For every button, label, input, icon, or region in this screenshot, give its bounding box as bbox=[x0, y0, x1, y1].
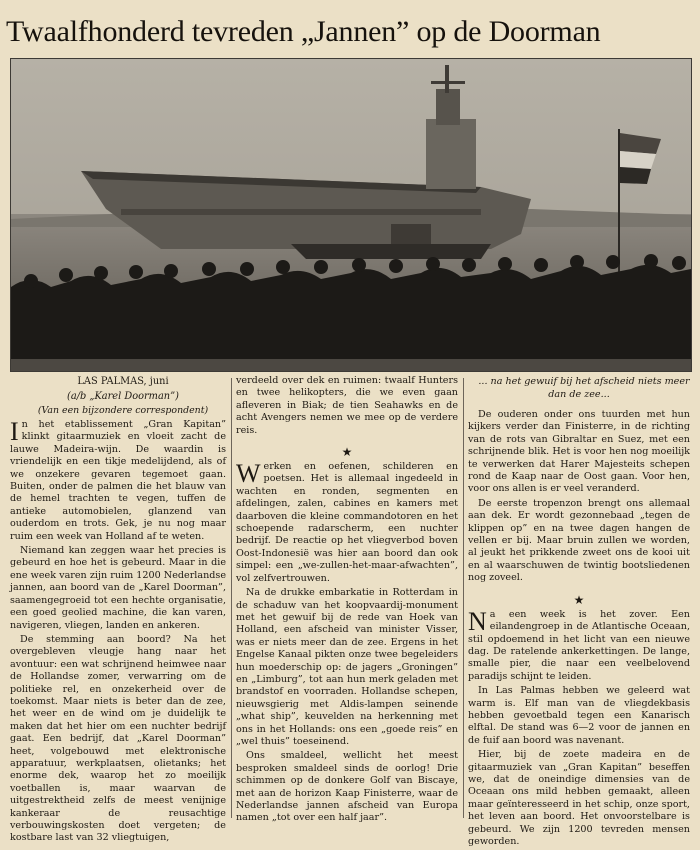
column-3-paragraph-3-text: a een week is het zover. Een eilandengroep in de Atlantische Oceaan, stil opdoemend in het licht van een nieuwe dag. De ratelende ankerkettingen. De lange, smalle pier, die naar een veelbelovend paradijs schijnt te leiden. bbox=[468, 608, 690, 682]
dateline: LAS PALMAS, juni bbox=[77, 376, 169, 387]
dropcap-w: W bbox=[236, 459, 261, 489]
column-3-paragraph-3 bbox=[468, 606, 690, 683]
column-3-paragraph-1: De ouderen onder ons tuurden met hun kijkers verder dan Finisterre, in de richting van de rots van Gibraltar en Suez, met een schrijnende blik. Het is voor hen nog moeilijk te verwerken dat Harer Majesteits schepen rond de Kaap naar de Oost gaan. Voor hen, voor ons allen is er veel veranderd. bbox=[468, 409, 690, 495]
column-3-paragraph-4: In Las Palmas hebben we geleerd wat warm is. Elf man van de vliegdekbasis hebben gevoetbald tegen een Kanarisch elftal. De stand was 6—2 voor de jannen en de fuif aan boord was navenant. bbox=[468, 685, 690, 746]
star-separator: ★ bbox=[341, 445, 353, 460]
column-1-paragraph-1-text: n het etablissement „Gran Kapitan” klinkt gitaarmuziek en vloeit zacht de lauwe Madeira-wijn. De waardin is vriendelijk en een tikje medelijdend, als of we onzekere gevaren tegemoet gaan. Buiten, onder de palmen die het blauw van de hemel trachten te vegen, tuffen de antieke automobielen, glanzend van ouderdom en trots. Gek, je nu nog maar ruim een week van Holland af te weten. bbox=[10, 419, 226, 542]
aircraft-carrier-photo bbox=[10, 58, 692, 372]
column-2-paragraph-1 bbox=[236, 461, 458, 585]
byline: (Van een bijzondere correspondent) bbox=[37, 405, 209, 416]
column-1 bbox=[10, 375, 226, 847]
column-2 bbox=[236, 375, 458, 827]
column-2-paragraph-2: Na de drukke embarkatie in Rotterdam in de schaduw van het koopvaardij-monument met het gewuif bij de rede van Hoek van Holland, een afscheid van minister Visser, was er niets meer dan de zee. Ergens in het Engelse Kanaal pikten onze twee begeleiders hun moederschip op: de jagers „Groningen” en „Limburg”, tot aan hun merk geladen met brandstof en voorraden. Hollandse schepen, nieuwsgierig met Aldis-lampen seinende „what ship”, keuvelden na herkenning met ons in het Hollands: ons een „goede reis” en „wel thuis” toeseinend. bbox=[236, 587, 458, 747]
photo-illustration bbox=[11, 59, 691, 371]
column-divider-2 bbox=[463, 378, 464, 818]
photo-caption: ... na het gewuif bij het afscheid niets meer dan de zee... bbox=[478, 376, 690, 400]
column-3-paragraph-2: De eerste tropenzon brengt ons allemaal aan dek. Er wordt gezonnebaad „tegen de klippen op” en na twee dagen hangen de vellen er bij. Maar bruin zullen we worden, al jeukt het prikkende zweet ons de kooi uit en al waarschuwen de twintig bootsliedenen nog zoveel. bbox=[468, 497, 690, 584]
dropcap-n: N bbox=[468, 606, 487, 636]
column-2-paragraph-1-text: erken en oefenen, schilderen en poetsen. Het is allemaal ingedeeld in wachten en ronden, segmenten en afdelingen, zalen, cabines en kamers met daarboven die kleine commandotoren en het schoepende radarscherm, een nuchter bedrijf. De reactie op het vliegverbod boven Oost-Indonesië was hier aan boord dan ook simpel: een „we-zullen-het-maar-afwachten”, vol zelfvertrouwen. bbox=[236, 461, 458, 584]
star-separator-2: ★ bbox=[573, 592, 585, 607]
dateline-ship: (a/b „Karel Doorman”) bbox=[67, 391, 179, 402]
column-1-paragraph-1 bbox=[10, 419, 226, 543]
column-2-paragraph-3: Ons smaldeel, wellicht het meest besproken smaldeel sinds de oorlog! Drie schimmen op de donkere Golf van Biscaye, met aan de horizon Kaap Finisterre, waar de Nederlandse jannen afscheid van Europa namen „tot over een half jaar”. bbox=[236, 750, 458, 824]
column-3-paragraph-5: Hier, bij de zoete madeira en de gitaarmuziek van „Gran Kapitan” beseffen we, dat de oneindige dimensies van de Oceaan ons mild hebben gemaakt, alleen maar geïnteresseerd in het schip, onze sport, het leven aan boord. Het onvoorstelbare is gebeurd. We zijn 1200 tevreden mensen geworden. bbox=[468, 749, 690, 847]
column-1-paragraph-2: Niemand kan zeggen waar het precies is gebeurd en hoe het is gebeurd. Maar in die ene week varen zijn ruim 1200 Nederlandse jannen, aan boord van de „Karel Doorman”, saamengegroeid tot een hechte organisatie, een goed geolied machine, die kan varen, navigeren, vliegen, landen en ankeren. bbox=[10, 545, 226, 631]
headline: Twaalfhonderd tevreden „Jannen” op de Doorman bbox=[6, 15, 601, 48]
column-3 bbox=[468, 375, 690, 850]
column-2-paragraph-0: verdeeld over dek en ruimen: twaalf Hunters en twee helikopters, die we even gaan afleveren in Biak; de tien Seahawks en de acht Avengers nemen we mee op de verdere reis. bbox=[236, 375, 458, 436]
column-1-paragraph-3: De stemming aan boord? Na het overgebleven vleugje hang naar het avontuur: een wat schrijnend heimwee naar de Hollandse zomer, verwarring om de politieke rel, en onzekerheid over de toekomst. Maar niets is beter dan de zee, het weer en de wind om je duidelijk te maken dat het hier om een nuchter bedrijf gaat. Een bedrijf, dat „Karel Doorman” heet, volgebouwd met elektronische apparatuur, werkplaatsen, olietanks; het enorme dek, waarop het zo moeilijk voetballen is, maar waarvan de uitgestrektheid zelfs de meest venijnige kankeraar de reusachtige verbouwingskosten doet vergeten; de kostbare last van 32 vliegtuigen, bbox=[10, 633, 226, 844]
dropcap-i: I bbox=[10, 417, 19, 446]
column-divider-1 bbox=[231, 378, 232, 818]
